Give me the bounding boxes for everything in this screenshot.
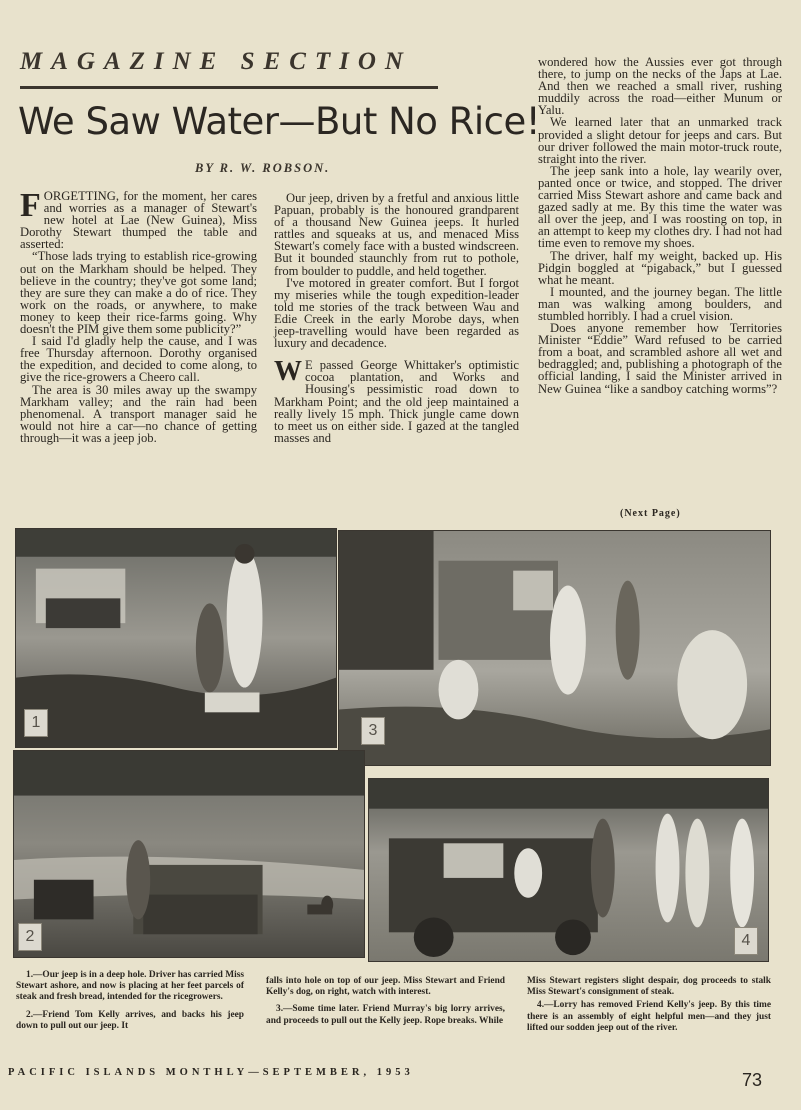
photo-number: 1 — [24, 709, 48, 737]
photo-1 — [15, 528, 337, 748]
photo-4 — [368, 778, 769, 962]
photo-number: 3 — [361, 717, 385, 745]
paragraph-text: E passed George Whittaker's optimistic cocoa plantation, and Works and Housing's pessimistic road down to Markham Point; and the old jeep maintained a really lively 15 mph. Thick jungle came down to meet us on either side. I gazed at the tangled masses and — [274, 358, 519, 445]
article-column-3 — [538, 56, 782, 395]
photo-3-image — [339, 531, 770, 765]
paragraph: The area is 30 miles away up the swampy Markham valley; and the rain had been phenomenal. A transport manager said he would not hire a car—no chance of getting through—it was a jeep job. — [20, 382, 257, 445]
article-column-1 — [20, 187, 257, 445]
section-title: MAGAZINE SECTION — [20, 48, 412, 75]
caption-column-3 — [527, 976, 771, 1040]
paragraph: We learned later that an unmarked track provided a slight detour for jeeps and cars. But our driver followed the main motor-truck route, straight into the river. — [538, 115, 782, 166]
article-column-2 — [274, 192, 519, 444]
paragraph: wondered how the Aussies ever got through there, to jump on the necks of the Japs at Lae. And then we reached a small river, rushing muddily across the road—either Munum or Yalu. — [538, 55, 782, 118]
caption-column-2 — [266, 976, 505, 1033]
caption-2a: 2.—Friend Tom Kelly arrives, and backs his jeep down to pull out our jeep. It — [16, 1009, 244, 1031]
drop-cap: W — [274, 356, 302, 388]
paragraph: I've motored in greater comfort. But I forgot my miseries while the tough expedition-leader told me stories of the track between Wau and Edie Creek in the early Morobe days, when jeep-travelling would have been regarded as luxury and decadence. — [274, 275, 519, 351]
photo-2 — [13, 750, 365, 958]
photo-4-image — [369, 779, 768, 961]
photo-number: 4 — [734, 927, 758, 955]
next-page-link[interactable]: (Next Page) — [620, 508, 681, 519]
caption-column-1 — [16, 970, 244, 1038]
paragraph: I mounted, and the journey began. The little man was walking among boulders, and stumbled horribly. I had a cruel vision. — [538, 284, 782, 323]
byline: BY R. W. ROBSON. — [195, 161, 331, 175]
photo-1-image — [16, 529, 336, 747]
paragraph — [274, 356, 519, 445]
caption-3b: Miss Stewart registers slight despair, dog proceeds to stalk Miss Stewart's consignment of steak. — [527, 976, 771, 998]
caption-4: 4.—Lorry has removed Friend Kelly's jeep. By this time there is an assembly of eight helpful men—and they just lifted our sodden jeep out of the river. — [527, 1000, 771, 1033]
photo-2-image — [14, 751, 364, 957]
paragraph-text: ORGETTING, for the moment, her cares and worries as a manager of Stewart's new hotel at Lae (New Guinea), Miss Dorothy Stewart thumped the table and asserted: — [20, 189, 257, 252]
paragraph: The driver, half my weight, backed up. His Pidgin boggled at “pigaback,” but I guessed what he meant. — [538, 248, 782, 287]
paragraph: “Those lads trying to establish rice-growing out on the Markham should be helped. They believe in the country; they've got some land; they are sure they can make a do of rice. They work on the roads, or anywhere, to make money to keep their rice-farms going. Why doesn't the PIM give them some publicity?” — [20, 249, 257, 337]
caption-2b: falls into hole on top of our jeep. Miss Stewart and Friend Kelly's dog, on right, watch with interest. — [266, 976, 505, 998]
paragraph: Does anyone remember how Territories Minister “Eddie” Ward refused to be carried from a boat, and scrambled ashore all wet and bedraggled; and, publishing a photograph of the official landing, I said the Minister arrived in New Guinea “like a sandboy catching worms”? — [538, 321, 782, 396]
headline: We Saw Water—But No Rice! — [18, 100, 541, 143]
publication-footer: PACIFIC ISLANDS MONTHLY—SEPTEMBER, 1953 — [8, 1067, 414, 1078]
paragraph: Our jeep, driven by a fretful and anxious little Papuan, probably is the honoured grandparent of a thousand New Guinea jeeps. It hurled rattles and squeaks at us, and menaced Miss Stewart's comely face with a busted windscreen. But it bounded staunchly from rut to pothole, from boulder to puddle, and held together. — [274, 191, 519, 278]
page-number: 73 — [742, 1070, 763, 1090]
paragraph: The jeep sank into a hole, lay wearily over, panted once or twice, and stopped. The driver carried Miss Stewart ashore and came back and gazed sadly at me. By this time the water was all over the jeep, and I was roosting on top, in an attempt to keep my clothes dry. I had not had time even to remove my shoes. — [538, 163, 782, 251]
caption-1: 1.—Our jeep is in a deep hole. Driver has carried Miss Stewart ashore, and now is placing at her feet parcels of steak and fresh bread, intended for the ricegrowers. — [16, 970, 244, 1003]
paragraph: I said I'd gladly help the cause, and I was free Thursday afternoon. Dorothy organised the expedition, and decided to come along, to give the rice-growers a Cheero call. — [20, 334, 257, 385]
photo-number: 2 — [18, 923, 42, 951]
photo-3 — [338, 530, 771, 766]
title-rule — [20, 86, 438, 89]
caption-3a: 3.—Some time later. Friend Murray's big lorry arrives, and proceeds to pull out the Kelly jeep. Rope breaks. While — [266, 1004, 505, 1026]
paragraph — [20, 187, 257, 252]
drop-cap: F — [20, 187, 41, 224]
